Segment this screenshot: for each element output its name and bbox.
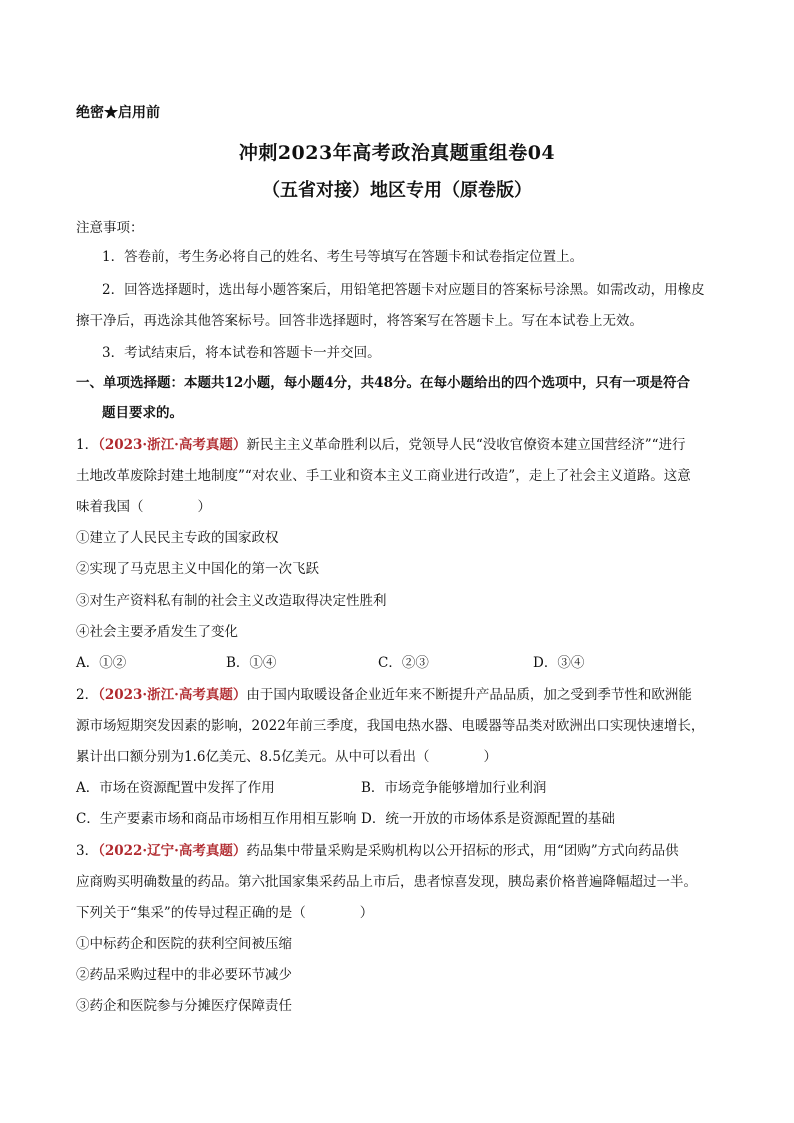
question-3-item-2: ②药品采购过程中的非必要环节减少 (76, 967, 292, 983)
section-heading-cont: 题目要求的。 (102, 405, 183, 421)
question-1-option-c[interactable]: C．②③ (378, 655, 429, 671)
question-2-option-a[interactable]: A．市场在资源配置中发挥了作用 (76, 780, 275, 796)
section-heading: 一、单项选择题：本题共12小题，每小题4分，共48分。在每小题给出的四个选项中，只有一项是符合 (76, 375, 690, 391)
confidential-mark: 绝密★启用前 (76, 105, 160, 121)
notice-item-2-cont: 擦干净后，再选涂其他答案标号。回答非选择题时，将答案写在答题卡上。写在本试卷上无效。 (76, 313, 643, 329)
question-1-stem (76, 435, 686, 455)
question-source: （2023·浙江·高考真题） (98, 687, 247, 703)
question-3-item-1: ①中标药企和医院的获利空间被压缩 (76, 936, 292, 952)
question-3-stem-line3: 下列关于“集采”的传导过程正确的是（ ） (76, 905, 374, 921)
question-3-item-3: ③药企和医院参与分摊医疗保障责任 (76, 998, 292, 1014)
question-3-stem-line2: 应商购买明确数量的药品。第六批国家集采药品上市后，患者惊喜发现，胰岛素价格普遍降幅超过一半。 (76, 874, 697, 890)
notice-item-1: 1．答卷前，考生务必将自己的姓名、考生号等填写在答题卡和试卷指定位置上。 (102, 249, 584, 265)
question-2-stem (76, 685, 692, 705)
paper-title: 冲刺2023年高考政治真题重组卷04 (238, 142, 556, 164)
question-1-stem-line3: 味着我国（ ） (76, 499, 211, 515)
question-number: 3． (76, 843, 99, 859)
question-source: （2023·浙江·高考真题） (98, 437, 247, 453)
question-2-option-b[interactable]: B．市场竞争能够增加行业利润 (361, 780, 547, 796)
question-2-stem-line2: 源市场短期突发因素的影响，2022年前三季度，我国电热水器、电暖器等品类对欧洲出口实现快速增长， (76, 718, 705, 734)
question-1-option-a[interactable]: A．①② (76, 655, 127, 671)
question-1-option-d[interactable]: D．③④ (533, 655, 585, 671)
notice-heading: 注意事项： (76, 220, 144, 236)
question-text: 新民主主义革命胜利以后，党领导人民“没收官僚资本建立国营经济”“进行 (246, 437, 686, 453)
question-text: 药品集中带量采购是采购机构以公开招标的形式，用“团购”方式向药品供 (246, 843, 679, 859)
question-2-option-c[interactable]: C．生产要素市场和商品市场相互作用相互影响 (76, 811, 357, 827)
notice-item-3: 3．考试结束后，将本试卷和答题卡一并交回。 (102, 345, 381, 361)
question-1-item-1: ①建立了人民民主专政的国家政权 (76, 530, 279, 546)
question-number: 1． (76, 437, 99, 453)
question-1-item-4: ④社会主要矛盾发生了变化 (76, 624, 238, 640)
question-2-stem-line3: 累计出口额分别为1.6亿美元、8.5亿美元。从中可以看出（ ） (76, 749, 497, 765)
question-1-item-3: ③对生产资料私有制的社会主义改造取得决定性胜利 (76, 593, 387, 609)
notice-item-2: 2．回答选择题时，选出每小题答案后，用铅笔把答题卡对应题目的答案标号涂黑。如需改动，用橡皮 (102, 282, 705, 298)
question-3-stem (76, 841, 679, 861)
question-source: （2022·辽宁·高考真题） (98, 843, 247, 859)
question-2-option-d[interactable]: D．统一开放的市场体系是资源配置的基础 (361, 811, 615, 827)
question-number: 2． (76, 687, 99, 703)
question-text: 由于国内取暖设备企业近年来不断提升产品品质，加之受到季节性和欧洲能 (246, 687, 692, 703)
paper-subtitle: （五省对接）地区专用（原卷版） (262, 180, 532, 201)
question-1-option-b[interactable]: B．①④ (226, 655, 277, 671)
question-1-stem-line2: 土地改革废除封建土地制度”“对农业、手工业和资本主义工商业进行改造”，走上了社会主义道路。这意 (76, 468, 691, 484)
question-1-item-2: ②实现了马克思主义中国化的第一次飞跃 (76, 561, 319, 577)
